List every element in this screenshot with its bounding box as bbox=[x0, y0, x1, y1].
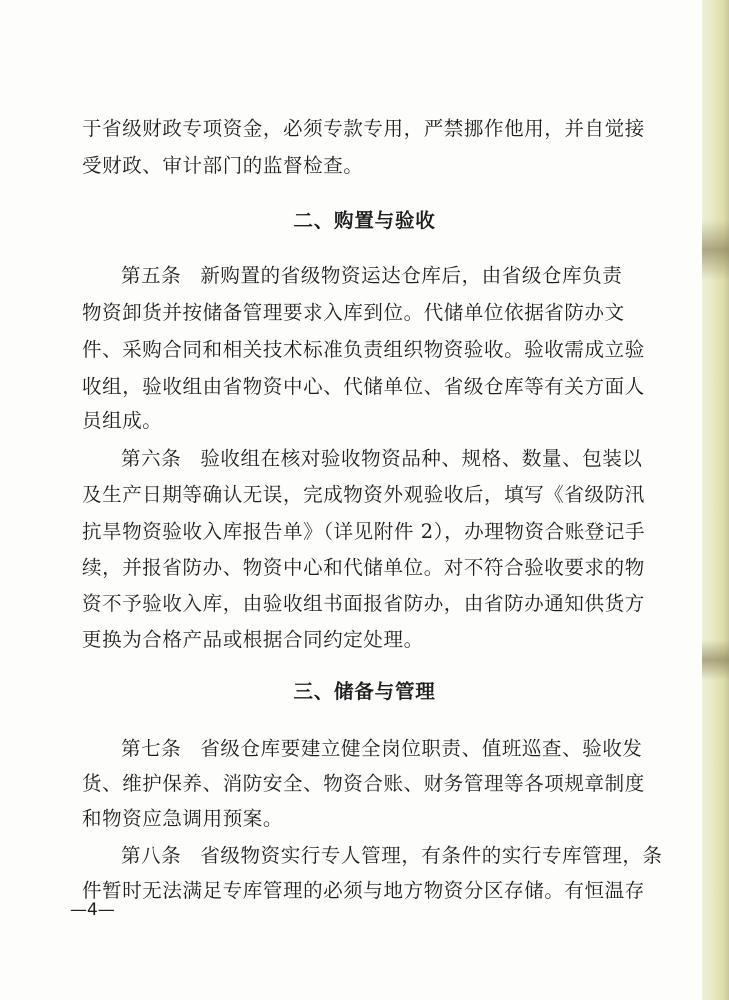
article-number: 第八条 bbox=[121, 844, 182, 867]
article-7-first-line bbox=[121, 737, 643, 761]
article-number: 第六条 bbox=[121, 447, 182, 470]
article-text: 省级仓库要建立健全岗位职责、值班巡查、验收发 bbox=[200, 737, 643, 760]
article-8-first-line bbox=[121, 844, 663, 868]
text-line: 受财政、审计部门的监督检查。 bbox=[82, 154, 364, 177]
text-line: 和物资应急调用预案。 bbox=[82, 807, 284, 830]
page-edge-shadow bbox=[702, 0, 729, 1000]
section-heading: 三、储备与管理 bbox=[293, 680, 436, 703]
text-line: 物资卸货并按储备管理要求入库到位。代储单位依据省防办文 bbox=[82, 301, 625, 324]
article-5-first-line bbox=[121, 264, 622, 288]
text-line: 更换为合格产品或根据合同约定处理。 bbox=[82, 628, 424, 651]
page-edge-shadow-mark bbox=[702, 640, 729, 680]
text-line: 件暂时无法满足专库管理的必须与地方物资分区存储。有恒温存 bbox=[82, 879, 645, 902]
text-line: 资不予验收入库，由验收组书面报省防办，由省防办通知供货方 bbox=[82, 592, 645, 615]
article-number: 第七条 bbox=[121, 737, 182, 760]
text-line: 收组，验收组由省物资中心、代储单位、省级仓库等有关方面人 bbox=[82, 375, 645, 398]
text-line: 抗旱物资验收入库报告单》（详见附件 2），办理物资合账登记手 bbox=[82, 520, 646, 543]
article-6-first-line bbox=[121, 447, 643, 471]
text-line: 于省级财政专项资金，必须专款专用，严禁挪作他用，并自觉接 bbox=[82, 117, 645, 140]
text-line: 员组成。 bbox=[82, 409, 163, 432]
page-number: —4— bbox=[70, 900, 115, 920]
section-heading: 二、购置与验收 bbox=[293, 209, 436, 232]
article-text: 验收组在核对验收物资品种、规格、数量、包装以 bbox=[200, 447, 643, 470]
article-number: 第五条 bbox=[121, 264, 182, 287]
text-line: 续，并报省防办、物资中心和代储单位。对不符合验收要求的物 bbox=[82, 556, 645, 579]
text-line: 件、采购合同和相关技术标准负责组织物资验收。验收需成立验 bbox=[82, 338, 645, 361]
article-text: 省级物资实行专人管理，有条件的实行专库管理，条 bbox=[200, 844, 663, 867]
text-line: 及生产日期等确认无误，完成物资外观验收后，填写《省级防汛 bbox=[82, 483, 645, 506]
text-line: 货、维护保养、消防安全、物资合账、财务管理等各项规章制度 bbox=[82, 772, 645, 795]
article-text: 新购置的省级物资运达仓库后，由省级仓库负责 bbox=[200, 264, 623, 287]
